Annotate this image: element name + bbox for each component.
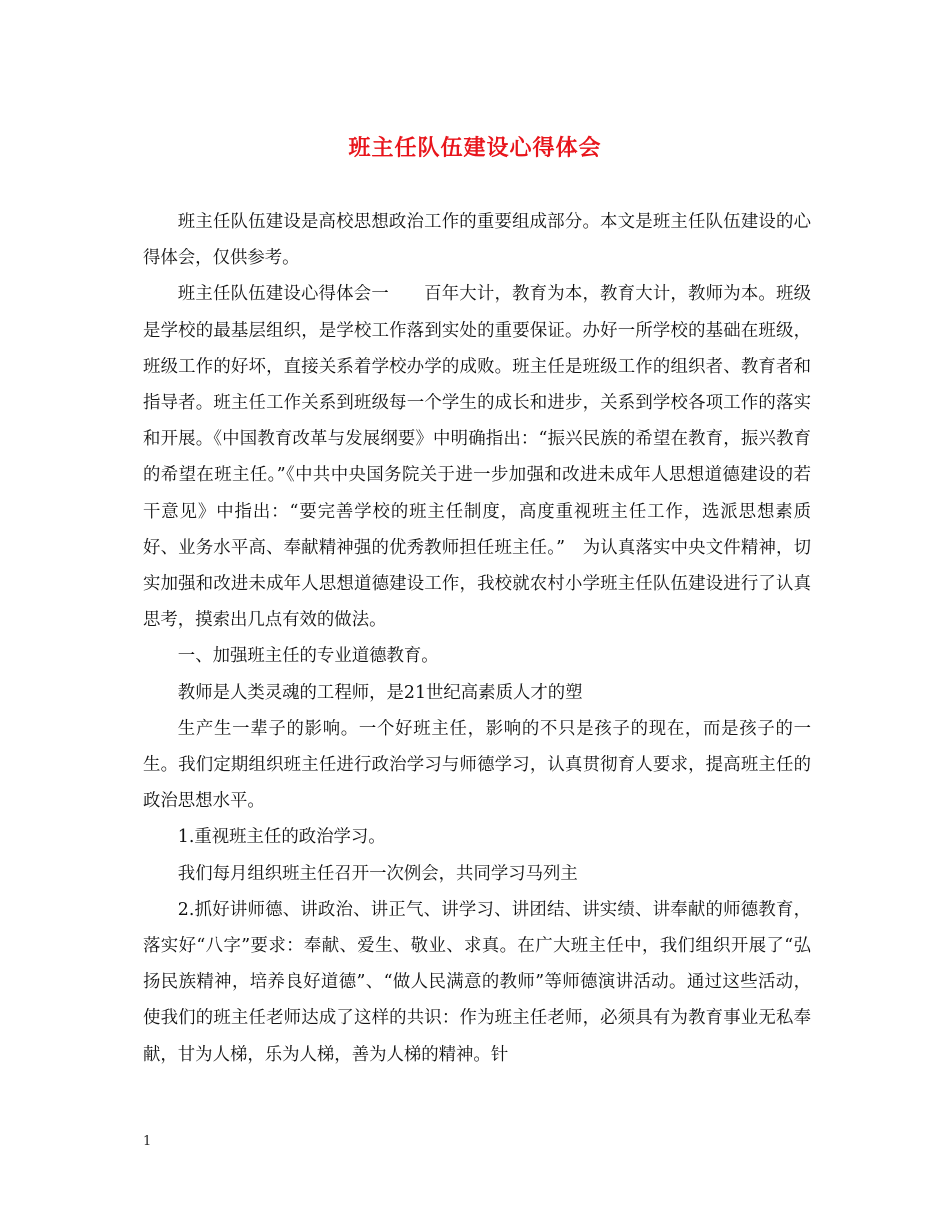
paragraph-monthly-meeting: 我们每月组织班主任召开一次例会，共同学习马列主 — [177, 863, 578, 884]
paragraph-intro: 班主任队伍建设是高校思想政治工作的重要组成部分。本文是班主任队伍建设的心得体会，仅供参考。 — [143, 212, 811, 269]
document-title: 班主任队伍建设心得体会 — [348, 135, 602, 161]
paragraph-influence: 生产生一辈子的影响。一个好班主任，影响的不只是孩子的现在，而是孩子的一生。我们定期组织班主任进行政治学习与师德学习，认真贯彻育人要求，提高班主任的政治思想水平。 — [143, 718, 811, 812]
section-heading-one: 一、加强班主任的专业道德教育。 — [177, 646, 439, 667]
subheading-political-study: 1.重视班主任的政治学习。 — [177, 827, 386, 848]
paragraph-teacher-role: 教师是人类灵魂的工程师，是21世纪高素质人才的塑 — [177, 682, 583, 703]
document-body — [143, 204, 811, 1073]
page-number: 1 — [143, 1134, 152, 1149]
paragraph-ethics-education: 2.抓好讲师德、讲政治、讲正气、讲学习、讲团结、讲实绩、讲奉献的师德教育，落实好“八字”要求：奉献、爱生、敬业、求真。在广大班主任中，我们组织开展了“弘扬民族精神，培养良好道德”、“做人民满意的教师”等师德演讲活动。通过这些活动，使我们的班主任老师达成了这样的共识：作为班主任老师，必须具有为教育事业无私奉献，甘为人梯，乐为人梯，善为人梯的精神。针 — [143, 899, 811, 1065]
paragraph-part-one: 班主任队伍建设心得体会一 百年大计，教育为本，教育大计，教师为本。班级是学校的最基层组织，是学校工作落到实处的重要保证。办好一所学校的基础在班级，班级工作的好坏，直接关系着学校办学的成败。班主任是班级工作的组织者、教育者和指导者。班主任工作关系到班级每一个学生的成长和进步，关系到学校各项工作的落实和开展。《中国教育改革与发展纲要》中明确指出：“振兴民族的希望在教育，振兴教育的希望在班主任。”《中共中央国务院关于进一步加强和改进未成年人思想道德建设的若干意见》中指出：“要完善学校的班主任制度，高度重视班主任工作，选派思想素质好、业务水平高、奉献精神强的优秀教师担任班主任。” 为认真落实中央文件精神，切实加强和改进未成年人思想道德建设工作，我校就农村小学班主任队伍建设进行了认真思考，摸索出几点有效的做法。 — [143, 284, 811, 631]
